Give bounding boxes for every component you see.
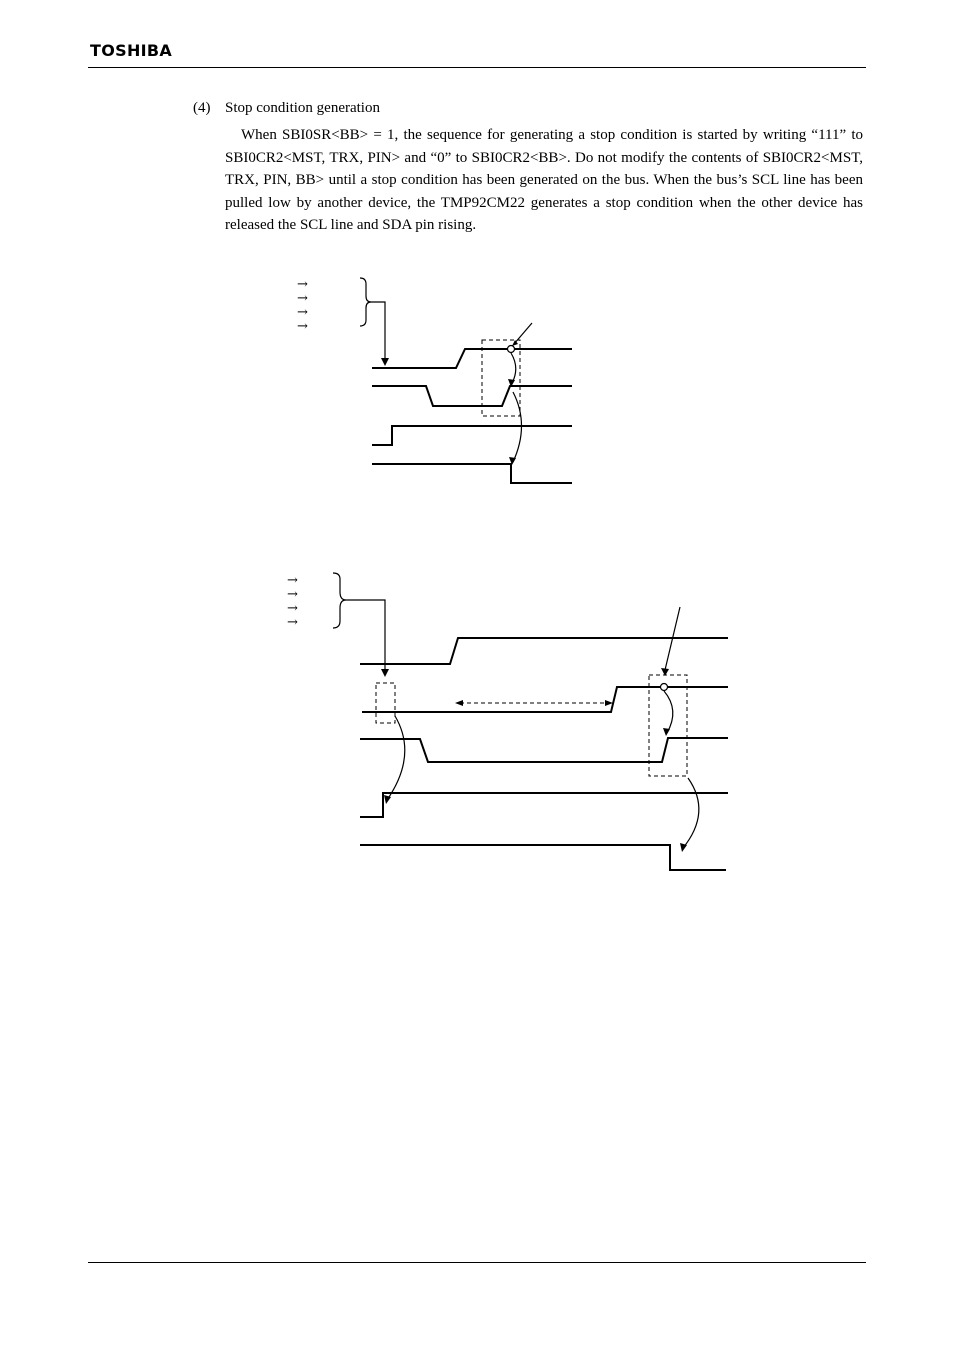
brace-pointer-line <box>346 600 385 673</box>
arrow-glyph-5: → <box>287 573 298 588</box>
footer-rule <box>88 1262 866 1263</box>
curved-arrow <box>683 778 699 848</box>
toshiba-logo: TOSHIBA <box>90 41 173 60</box>
arrow-glyph-7: → <box>287 601 298 616</box>
brace-shape <box>333 573 346 628</box>
signal-waveform-5 <box>360 845 726 870</box>
section-number: (4) <box>193 100 211 116</box>
dashed-highlight-box <box>376 683 395 723</box>
dashed-highlight-box <box>649 675 687 776</box>
signal-waveform-2 <box>362 687 728 712</box>
arrow-glyph-1: → <box>297 277 308 292</box>
curved-arrow <box>387 716 405 800</box>
arrowhead <box>455 700 463 706</box>
arrow-glyph-3: → <box>297 305 308 320</box>
curved-arrow <box>664 691 673 733</box>
body-paragraph: When SBI0SR<BB> = 1, the sequence for generating a stop condition is started by writing “111” to SBI0CR2<MST, TRX, PIN> and “0” to SBI0CR2<BB>. Do not modify the contents of SBI0CR2<MST, TRX, PIN, BB> until a stop condition has been generated on the bus. When the bus’s SCL line has been pulled low by another device, the TMP92CM22 generates a stop condition when the other device has released the SCL line and SDA pin rising. <box>225 127 863 234</box>
signal-waveform-3 <box>360 738 728 762</box>
sampling-point-circle <box>661 684 668 691</box>
signal-waveform-1 <box>360 638 728 664</box>
arrowhead <box>381 669 389 677</box>
signal-waveform-4 <box>360 793 728 817</box>
arrow-glyph-8: → <box>287 615 298 630</box>
arrow-glyph-4: → <box>297 319 308 334</box>
arrow-glyph-2: → <box>297 291 308 306</box>
arrowhead <box>663 728 670 736</box>
arrowhead <box>661 668 669 676</box>
arrow-glyph-6: → <box>287 587 298 602</box>
section-title: Stop condition generation <box>225 100 380 116</box>
